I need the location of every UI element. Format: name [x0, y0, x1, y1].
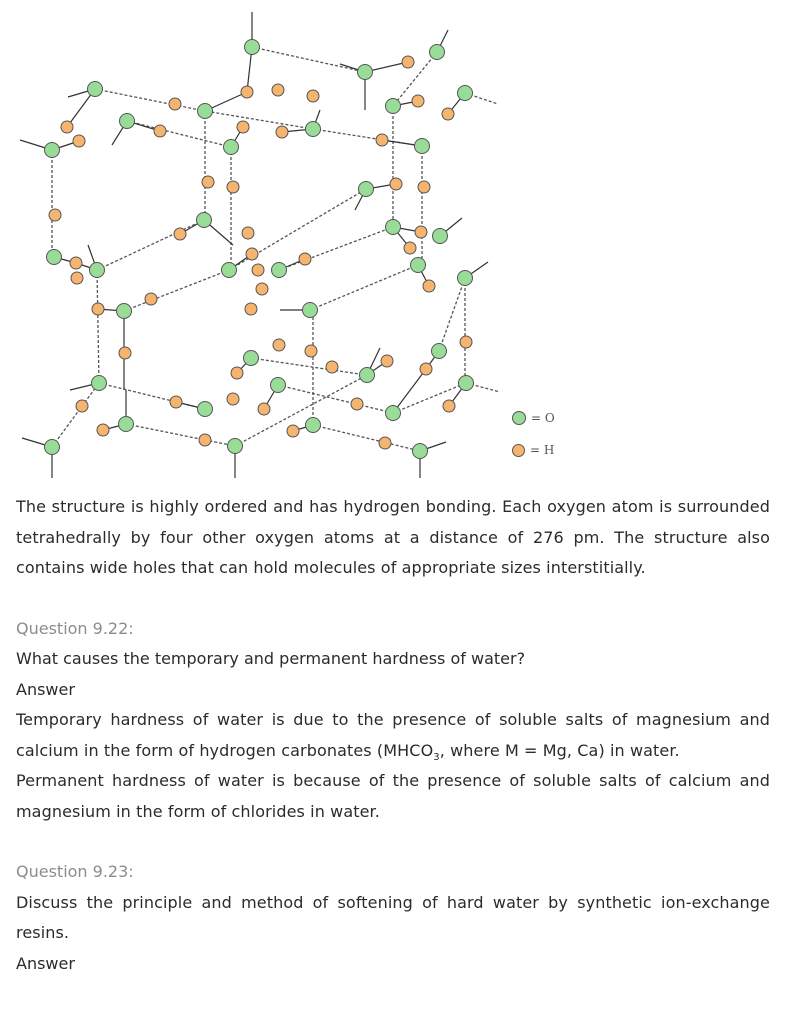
oxygen-atom	[245, 40, 260, 55]
question-9-22-text: What causes the temporary and permanent hardness of water?	[16, 649, 526, 668]
hydrogen-atom	[305, 345, 317, 357]
oxygen-atom	[272, 263, 287, 278]
hydrogen-atom	[252, 264, 264, 276]
oxygen-atom	[459, 376, 474, 391]
hydrogen-atom	[119, 347, 131, 359]
oxygen-atom	[120, 114, 135, 129]
oxygen-atom	[244, 351, 259, 366]
oxygen-atom	[90, 263, 105, 278]
oxygen-atom	[228, 439, 243, 454]
hydrogen-atom	[242, 227, 254, 239]
hydrogen-atom	[241, 86, 253, 98]
hydrogen-atom	[170, 396, 182, 408]
hydrogen-atom	[376, 134, 388, 146]
oxygen-atom	[119, 417, 134, 432]
legend-oxygen-label: = O	[531, 411, 555, 425]
hydrogen-atom	[404, 242, 416, 254]
ice-lattice-svg	[14, 8, 514, 488]
question-9-22-title: Question 9.22:	[16, 618, 134, 638]
intro-paragraph: The structure is highly ordered and has hydrogen bonding. Each oxygen atom is surrounded tetrahedrally by four other oxygen atoms at a distance of 276 pm. The structure also contains wide holes that can hold molecules of appropriate sizes interstitially.	[16, 497, 770, 577]
hydrogen-bond-line	[278, 385, 393, 413]
question-9-23-text: Discuss the principle and method of softening of hard water by synthetic ion-exchange resins.	[16, 892, 770, 942]
hydrogen-atom	[258, 403, 270, 415]
hydrogen-atom	[326, 361, 338, 373]
hydrogen-atom-icon	[512, 444, 525, 457]
ice-structure-diagram	[14, 8, 514, 488]
oxygen-atom	[45, 143, 60, 158]
hydrogen-atom	[92, 303, 104, 315]
hydrogen-atom	[73, 135, 85, 147]
hydrogen-atom	[245, 303, 257, 315]
hydrogen-bond-line	[124, 270, 229, 311]
oxygen-atom	[411, 258, 426, 273]
hydrogen-atom	[442, 108, 454, 120]
hydrogen-atom	[49, 209, 61, 221]
hydrogen-atom	[420, 363, 432, 375]
hydrogen-atom	[443, 400, 455, 412]
legend-hydrogen	[512, 440, 554, 460]
oxygen-atom	[198, 402, 213, 417]
hydrogen-atom	[256, 283, 268, 295]
legend-oxygen	[512, 408, 555, 428]
oxygen-atom	[303, 303, 318, 318]
hydrogen-atom	[174, 228, 186, 240]
oxygen-atom	[222, 263, 237, 278]
hydrogen-bond-line	[310, 265, 418, 310]
hydrogen-bond-line	[279, 227, 393, 270]
hydrogen-atom	[199, 434, 211, 446]
hydrogen-atom	[231, 367, 243, 379]
oxygen-atom	[45, 440, 60, 455]
question-9-23-title: Question 9.23:	[16, 862, 134, 881]
oxygen-atom	[306, 418, 321, 433]
answer-9-22-paragraph-2: Permanent hardness of water is because of the presence of soluble salts of calcium and magnesium in the form of chlorides in water.	[16, 771, 770, 821]
hydrogen-atom	[202, 176, 214, 188]
hydrogen-atom	[76, 400, 88, 412]
oxygen-atom-icon	[512, 411, 526, 425]
hydrogen-atom	[227, 393, 239, 405]
answer-9-22-p1-part1: Temporary hardness of water is due to the presence of soluble salts of magnesium and calcium in the form of hydrogen carbonates (MHCO	[16, 710, 770, 760]
hydrogen-bond-line	[52, 383, 99, 447]
hydrogen-atom	[402, 56, 414, 68]
oxygen-atom	[415, 139, 430, 154]
answer-9-22-p1-subscript: 3	[433, 751, 440, 763]
legend-hydrogen-label: = H	[530, 443, 555, 457]
oxygen-atom	[271, 378, 286, 393]
oxygen-atom	[386, 406, 401, 421]
hydrogen-atom	[227, 181, 239, 193]
oxygen-atom	[197, 213, 212, 228]
answer-9-22-paragraph-1	[16, 705, 770, 766]
answer-label-9-22: Answer	[16, 679, 75, 699]
hydrogen-atom	[246, 248, 258, 260]
hydrogen-atom	[390, 178, 402, 190]
hydrogen-bond-line	[235, 375, 367, 446]
hydrogen-bond-line	[126, 424, 235, 446]
hydrogen-bond-line	[95, 89, 205, 111]
hydrogen-bond-line	[252, 47, 365, 72]
answer-9-22-p1-part2: , where M = Mg, Ca) in water.	[439, 740, 680, 760]
oxygen-atom	[458, 86, 473, 101]
oxygen-atom	[88, 82, 103, 97]
oxygen-atom	[198, 104, 213, 119]
oxygen-atom	[433, 229, 448, 244]
oxygen-atom	[413, 444, 428, 459]
hydrogen-atom	[351, 398, 363, 410]
oxygen-atom	[117, 304, 132, 319]
hydrogen-atom	[415, 226, 427, 238]
hydrogen-atom	[287, 425, 299, 437]
document-body	[16, 492, 770, 979]
hydrogen-atom	[154, 125, 166, 137]
hydrogen-atom	[237, 121, 249, 133]
oxygen-atom	[47, 250, 62, 265]
hydrogen-atom	[307, 90, 319, 102]
hydrogen-atom	[460, 336, 472, 348]
oxygen-atom	[92, 376, 107, 391]
hydrogen-atom	[299, 253, 311, 265]
hydrogen-atom	[412, 95, 424, 107]
hydrogen-atom	[61, 121, 73, 133]
legend	[512, 406, 592, 466]
hydrogen-atom	[145, 293, 157, 305]
hydrogen-atom	[169, 98, 181, 110]
hydrogen-atom	[276, 126, 288, 138]
oxygen-atom	[224, 140, 239, 155]
hydrogen-atom	[273, 339, 285, 351]
hydrogen-bond-line	[205, 111, 313, 129]
hydrogen-atom	[418, 181, 430, 193]
hydrogen-bond-line	[127, 121, 231, 147]
hydrogen-bond-line	[251, 358, 366, 375]
oxygen-atom	[430, 45, 445, 60]
oxygen-atom	[386, 99, 401, 114]
hydrogen-atom	[71, 272, 83, 284]
oxygen-atom	[458, 271, 473, 286]
hydrogen-bond-line	[97, 270, 99, 383]
answer-label-9-23: Answer	[16, 953, 75, 973]
hydrogen-bond-line	[313, 425, 420, 451]
hydrogen-atom	[97, 424, 109, 436]
hydrogen-atom	[379, 437, 391, 449]
hydrogen-atom	[423, 280, 435, 292]
oxygen-atom	[359, 182, 374, 197]
hydrogen-bond-line	[97, 220, 204, 270]
hydrogen-atom	[381, 355, 393, 367]
oxygen-atom	[306, 122, 321, 137]
hydrogen-atom	[70, 257, 82, 269]
oxygen-atom	[432, 344, 447, 359]
hydrogen-atom	[272, 84, 284, 96]
oxygen-atom	[360, 368, 375, 383]
oxygen-atom	[386, 220, 401, 235]
oxygen-atom	[358, 65, 373, 80]
